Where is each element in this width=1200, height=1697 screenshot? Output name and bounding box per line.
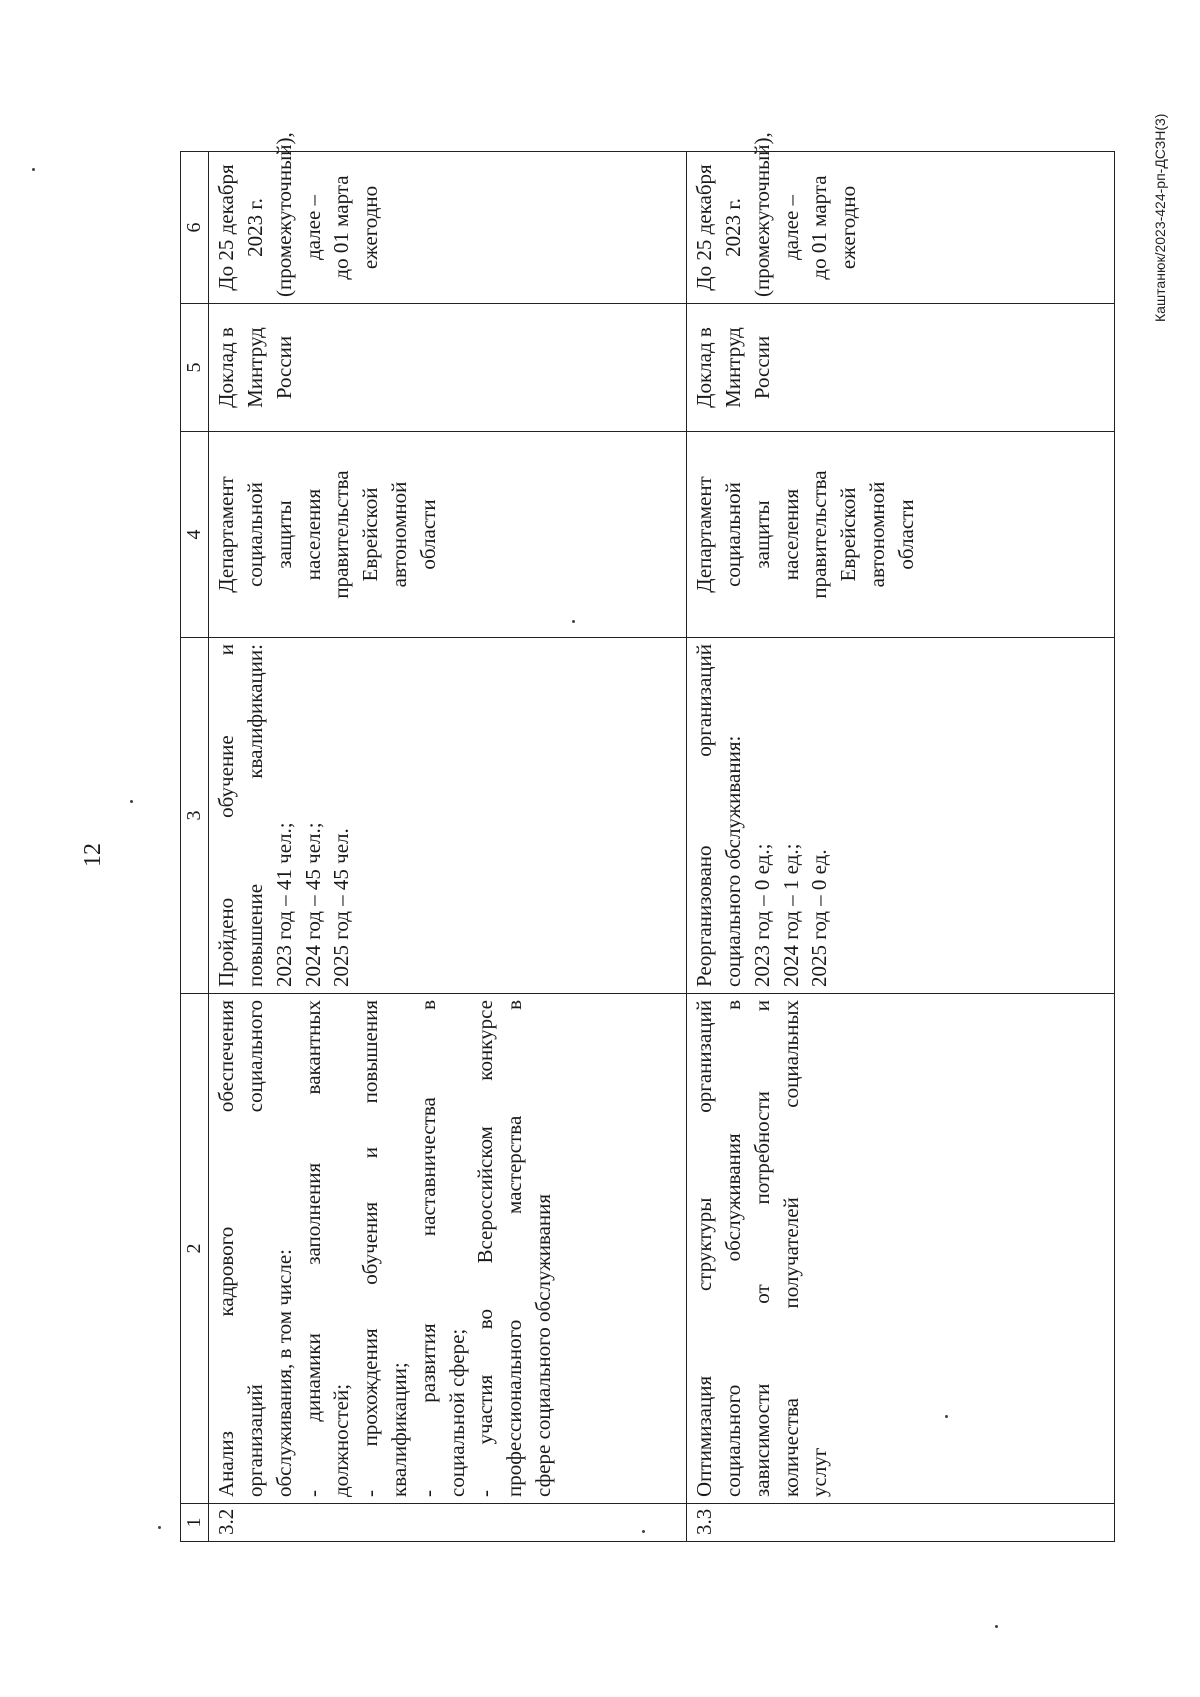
item-report-form bbox=[209, 304, 687, 432]
text-line: области bbox=[893, 499, 918, 570]
page-number: 12 bbox=[80, 843, 106, 867]
text-line: организаций социального bbox=[243, 1000, 268, 1497]
text-line: 2024 год – 45 чел.; bbox=[300, 822, 325, 987]
text-line: 2025 год – 45 чел. bbox=[329, 828, 354, 987]
text-line: правительства bbox=[807, 470, 832, 599]
text-line: Минтруд bbox=[721, 327, 746, 408]
scan-speck bbox=[32, 168, 35, 171]
text-line: 2023 г. bbox=[721, 198, 746, 257]
text-line: Анализ кадрового обеспечения bbox=[214, 1000, 239, 1497]
scan-speck bbox=[158, 1526, 161, 1529]
text-line: квалификации; bbox=[386, 1362, 411, 1497]
text-line: России bbox=[749, 335, 774, 400]
text-line: защиты bbox=[749, 500, 774, 569]
text-line: 2023 год – 41 чел.; bbox=[271, 822, 296, 987]
text-line: ежегодно bbox=[836, 185, 861, 270]
text-line: населения bbox=[778, 488, 803, 581]
item-description bbox=[687, 994, 1115, 1504]
text-line: До 25 декабря bbox=[692, 164, 717, 291]
scan-speck bbox=[572, 620, 575, 623]
text-line: далее – bbox=[778, 194, 803, 261]
text-line: ежегодно bbox=[358, 185, 383, 270]
text-line: Еврейской bbox=[836, 487, 861, 582]
column-number-header: 3 bbox=[181, 638, 209, 994]
text-line: автономной bbox=[864, 481, 889, 588]
text-line: Департамент bbox=[214, 476, 239, 593]
column-number-header: 5 bbox=[181, 304, 209, 432]
text-line: Пройдено обучение и bbox=[214, 644, 239, 987]
text-line: повышение квалификации: bbox=[243, 644, 268, 987]
text-line: До 25 декабря bbox=[214, 164, 239, 291]
text-line: сфере социального обслуживания bbox=[530, 1193, 555, 1497]
text-line: обслуживания, в том числе: bbox=[271, 1248, 296, 1497]
text-line: защиты bbox=[271, 500, 296, 569]
item-number: 3.2 bbox=[209, 1504, 687, 1542]
item-deadline bbox=[687, 132, 1115, 304]
text-line: автономной bbox=[386, 481, 411, 588]
text-line: Оптимизация структуры организаций bbox=[692, 1000, 717, 1497]
text-line: зависимости от потребности и bbox=[749, 1000, 774, 1497]
text-line: до 01 марта bbox=[329, 175, 354, 280]
text-line: социальной bbox=[243, 482, 268, 587]
text-line: далее – bbox=[300, 194, 325, 261]
column-number-header: 2 bbox=[181, 994, 209, 1504]
item-deadline bbox=[209, 132, 687, 304]
item-description bbox=[209, 994, 687, 1504]
text-line: области bbox=[415, 499, 440, 570]
scan-speck bbox=[642, 1530, 645, 1533]
text-line: 2023 год – 0 ед.; bbox=[749, 843, 774, 987]
item-executor bbox=[687, 432, 1115, 638]
column-number-header: 4 bbox=[181, 432, 209, 638]
document-code: Каштанюк/2023-424-рп-ДСЗН(3) bbox=[1152, 113, 1168, 322]
text-line: Доклад в bbox=[692, 327, 717, 408]
text-line: Еврейской bbox=[358, 487, 383, 582]
table-header-row bbox=[181, 152, 209, 1542]
text-line: Департамент bbox=[692, 476, 717, 593]
text-line: (промежуточный), bbox=[271, 132, 296, 297]
text-line: социальной bbox=[721, 482, 746, 587]
column-number-header: 1 bbox=[181, 1504, 209, 1542]
text-line: социальной сфере; bbox=[444, 1328, 469, 1497]
scan-speck bbox=[945, 1415, 948, 1418]
text-line: правительства bbox=[329, 470, 354, 599]
item-number: 3.3 bbox=[687, 1504, 1115, 1542]
text-line: должностей; bbox=[329, 1383, 354, 1497]
column-number-header: 6 bbox=[181, 152, 209, 304]
text-line: - динамики заполнения вакантных bbox=[300, 1000, 325, 1497]
item-result bbox=[209, 638, 687, 994]
text-line: 2025 год – 0 ед. bbox=[807, 849, 832, 987]
text-line: Реорганизовано организаций bbox=[692, 644, 717, 987]
text-line: Доклад в bbox=[214, 327, 239, 408]
text-line: Минтруд bbox=[243, 327, 268, 408]
table-row bbox=[687, 152, 1115, 1542]
text-line: - участия во Всероссийском конкурсе bbox=[473, 1000, 498, 1497]
text-line: услуг bbox=[807, 1447, 832, 1497]
text-line: социального обслуживания в bbox=[721, 1000, 746, 1497]
table-row bbox=[209, 152, 687, 1542]
plan-table bbox=[180, 132, 1115, 1542]
scan-speck bbox=[995, 1625, 998, 1628]
item-report-form bbox=[687, 304, 1115, 432]
text-line: до 01 марта bbox=[807, 175, 832, 280]
text-line: профессионального мастерства в bbox=[502, 1000, 527, 1497]
scan-speck bbox=[130, 800, 133, 803]
text-line: - прохождения обучения и повышения bbox=[358, 1000, 383, 1497]
text-line: 2024 год – 1 ед.; bbox=[778, 843, 803, 987]
text-line: (промежуточный), bbox=[749, 132, 774, 297]
text-line: 2023 г. bbox=[243, 198, 268, 257]
text-line: социального обслуживания: bbox=[721, 735, 746, 987]
text-line: - развития наставничества в bbox=[415, 1000, 440, 1497]
item-result bbox=[687, 638, 1115, 994]
text-line: количества получателей социальных bbox=[778, 1000, 803, 1497]
text-line: населения bbox=[300, 488, 325, 581]
text-line: России bbox=[271, 335, 296, 400]
item-executor bbox=[209, 432, 687, 638]
